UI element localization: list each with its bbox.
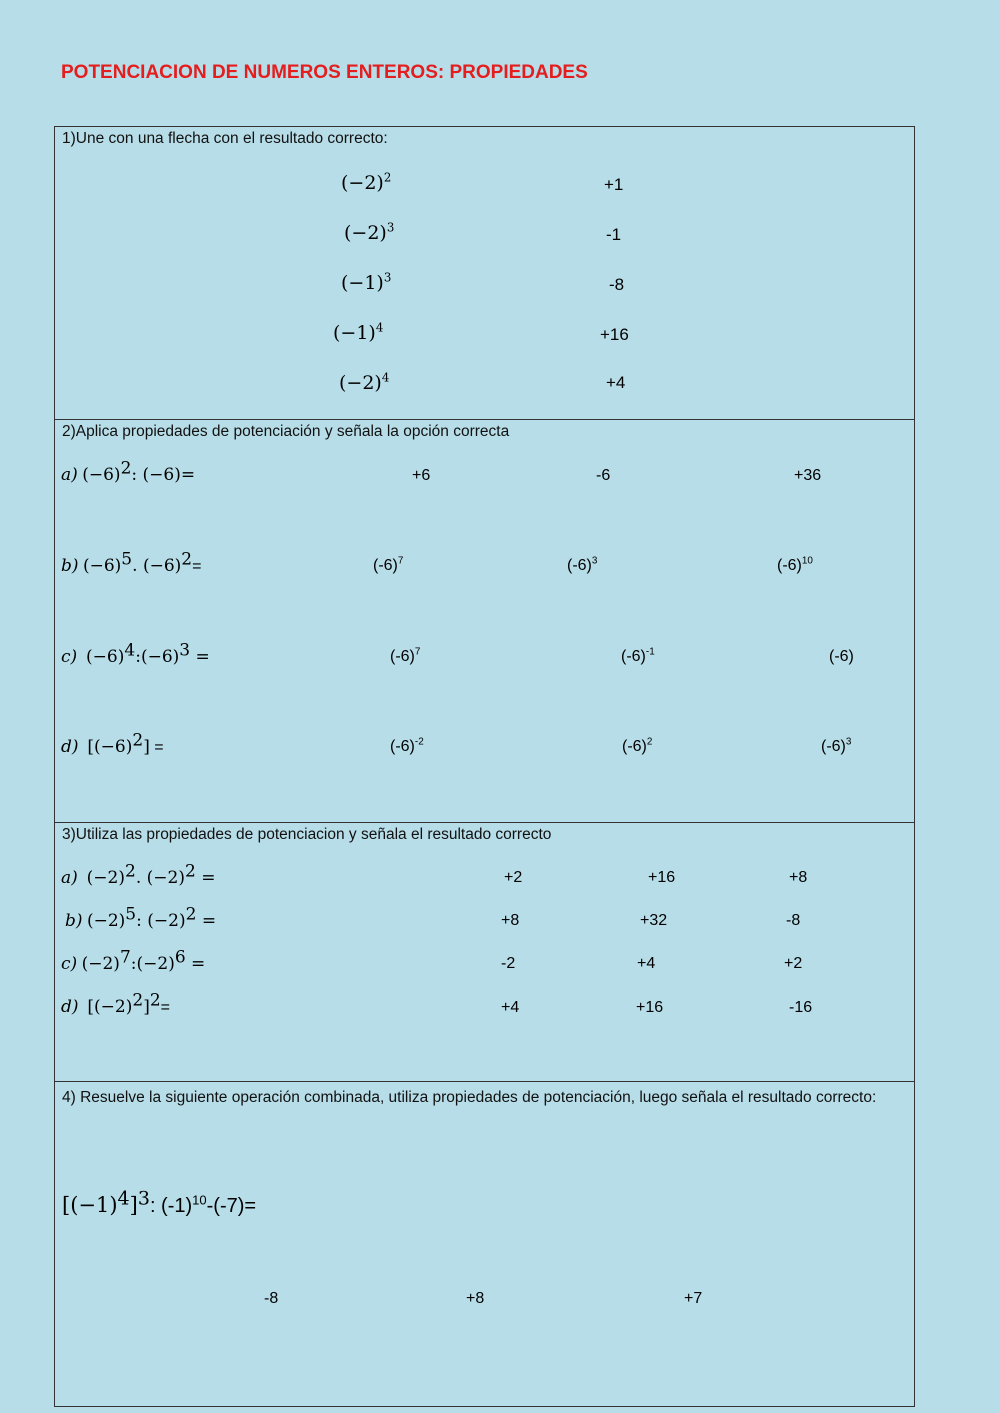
s1-result-1[interactable]: +1	[604, 175, 624, 194]
s3-b-option-3[interactable]: -8	[786, 912, 801, 929]
s3-question-d: d) $[(-2)^2]^2=$	[61, 990, 171, 1017]
section-1-heading: 1)Une con una flecha con el resultado correcto:	[62, 130, 388, 147]
worksheet-frame	[54, 126, 915, 1407]
s1-expr-4[interactable]: $(-1)^4$	[333, 320, 384, 344]
s2-b-option-3[interactable]: $(-6)^{10}$	[777, 555, 813, 574]
s3-question-c: c) $(-2)^7:(-2)^6$ =	[61, 947, 206, 974]
s3-c-option-2[interactable]: +4	[637, 955, 656, 972]
s1-result-4[interactable]: +16	[600, 325, 629, 344]
s1-expr-3[interactable]: $(-1)^3$	[341, 270, 392, 294]
s2-d-option-2[interactable]: $(-6)^2$	[622, 736, 653, 755]
s2-question-c: c) $(-6)^4:(-6)^3$ =	[61, 640, 210, 667]
s2-a-option-3[interactable]: +36	[794, 467, 822, 484]
s3-d-option-1[interactable]: +4	[501, 999, 520, 1016]
s3-d-option-3[interactable]: -16	[789, 999, 813, 1016]
s1-expr-1[interactable]: $(-2)^2$	[341, 170, 392, 194]
s1-result-2[interactable]: -1	[606, 225, 622, 244]
s3-question-a: a) $(-2)^2$. $(-2)^2$ =	[61, 861, 216, 888]
s1-result-3[interactable]: -8	[609, 275, 625, 294]
s2-b-option-1[interactable]: $(-6)^7$	[373, 555, 404, 574]
section-4-heading: 4) Resuelve la siguiente operación combinada, utiliza propiedades de potenciación, luego señala el resultado correcto:	[62, 1089, 877, 1106]
s3-c-option-3[interactable]: +2	[784, 955, 803, 972]
section-2-heading: 2)Aplica propiedades de potenciación y señala la opción correcta	[62, 423, 510, 440]
s3-a-option-2[interactable]: +16	[648, 869, 676, 886]
s3-question-b: b) $(-2)^5$: $(-2)^2$ =	[65, 904, 217, 931]
s2-question-a: a) $(-6)^2$: (−6)=	[61, 458, 196, 485]
s1-result-5[interactable]: +4	[606, 373, 626, 392]
section-1	[55, 127, 914, 420]
s4-option-1[interactable]: -8	[264, 1290, 279, 1307]
s2-question-d: d) $[(-6)^2]$ =	[61, 730, 164, 757]
s2-d-option-3[interactable]: $(-6)^3$	[821, 736, 852, 755]
section-3	[55, 823, 914, 1082]
s1-expr-5[interactable]: $(-2)^4$	[339, 370, 390, 394]
s2-c-option-1[interactable]: $(-6)^7$	[390, 646, 421, 665]
section-3-heading: 3)Utiliza las propiedades de potenciacion y señala el resultado correcto	[62, 826, 552, 843]
s3-a-option-1[interactable]: +2	[504, 869, 523, 886]
s2-question-b: b) $(-6)^5$. $(-6)^2=$	[61, 549, 202, 576]
s3-b-option-2[interactable]: +32	[640, 912, 668, 929]
s3-d-option-2[interactable]: +16	[636, 999, 664, 1016]
s4-expression: $[(-1)^4]^3$: $(-1)^{10}-(-7)=$	[62, 1187, 257, 1217]
s3-b-option-1[interactable]: +8	[501, 912, 520, 929]
s1-expr-2[interactable]: $(-2)^3$	[344, 220, 395, 244]
s2-a-option-1[interactable]: +6	[412, 467, 431, 484]
s2-b-option-2[interactable]: $(-6)^3$	[567, 555, 598, 574]
s4-option-2[interactable]: +8	[466, 1290, 485, 1307]
s3-a-option-3[interactable]: +8	[789, 869, 808, 886]
s2-d-option-1[interactable]: $(-6)^{-2}$	[390, 736, 424, 755]
s2-c-option-3[interactable]: (-6)	[829, 648, 854, 665]
s4-option-3[interactable]: +7	[684, 1290, 703, 1307]
section-2	[55, 420, 914, 823]
page-title: POTENCIACION DE NUMEROS ENTEROS: PROPIEDADES	[61, 62, 588, 83]
s2-a-option-2[interactable]: -6	[596, 467, 611, 484]
s3-c-option-1[interactable]: -2	[501, 955, 516, 972]
s2-c-option-2[interactable]: $(-6)^{-1}$	[621, 646, 655, 665]
section-4	[55, 1082, 914, 1406]
